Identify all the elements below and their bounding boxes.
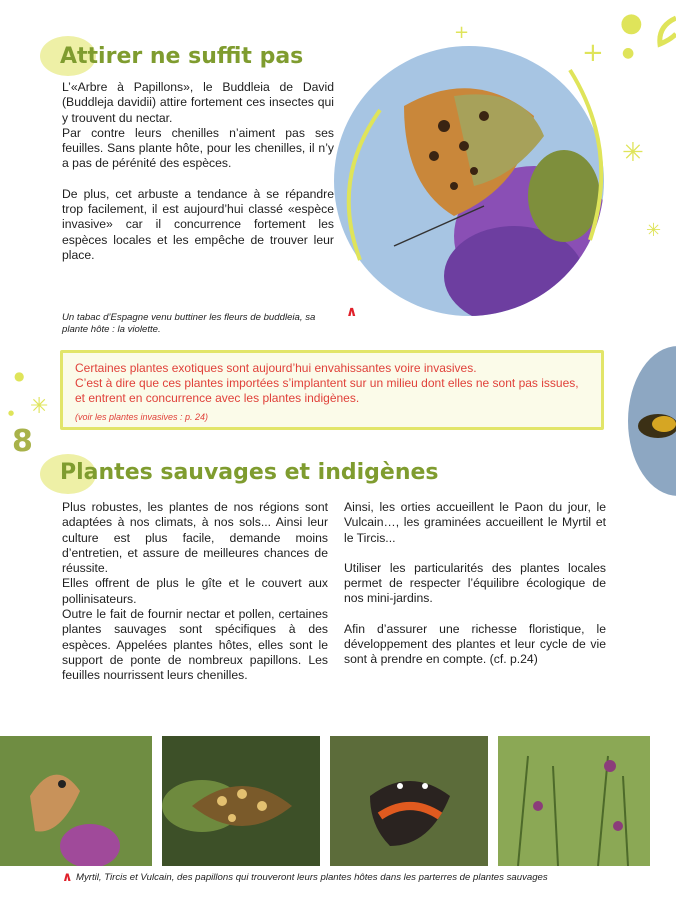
deco-star-icon: ✳ [646, 220, 662, 241]
paragraph: Outre le fait de fournir nectar et pollen, certaines plantes sauvages sont spécifiques à des espèces. Appelées plantes hôtes, elles sont le support de ponte de nombreux papillons. Les feuilles nourrissent leurs chenilles. [62, 607, 328, 683]
paragraph: Utiliser les particularités des plantes locales permet de respecter l’équilibre écologique de nos mini-jardins. [344, 560, 606, 606]
photo-tircis [162, 736, 320, 866]
deco-dot-icon: ● [622, 45, 635, 61]
note-line: C’est à dire que ces plantes importées s’implantent sur un milieu dont elles ne sont pas issues, et entrent en concurrence avec les plantes indigènes. [75, 376, 579, 405]
note-reference-link[interactable]: (voir les plantes invasives : p. 24) [75, 412, 209, 422]
photo-caption: Un tabac d’Espagne venu buttiner les fleurs de buddleia, sa plante hôte : la violette. [62, 312, 316, 335]
deco-star-icon: ✳ [30, 394, 49, 419]
paragraph: L’«Arbre à Papillons», le Buddleia de David (Buddleja davidii) attire fortement ces insectes qui y trouvent du nectar. [62, 80, 334, 125]
section2-col2 [344, 500, 606, 668]
section2-col1 [62, 500, 328, 684]
photo-wild-plants [498, 736, 650, 866]
deco-star-icon: ✳ [622, 138, 644, 168]
deco-dot-icon: ● [14, 369, 25, 383]
paragraph: Par contre leurs chenilles n’aiment pas ses feuilles. Sans plante hôte, pour les chenilles, il n’y a pas de pérénité des espèces. [62, 125, 334, 171]
paragraph: Afin d’assurer une richesse floristique, le développement des plantes et leur cycle de vie sont à prendre en compte. (cf. p.24) [344, 621, 606, 667]
deco-swirl-icon [640, 0, 676, 60]
deco-dot-icon: ● [620, 8, 643, 38]
deco-plus-icon: + [582, 38, 604, 68]
paragraph: Plus robustes, les plantes de nos régions sont adaptées à nos climats, à nos sols... Ainsi leur culture est plus facile, demande moins d’entretien, et assure de meilleures chances de réussite. [62, 500, 328, 576]
section-title-attirer: Attirer ne suffit pas [60, 44, 304, 69]
paragraph: Elles offrent de plus le gîte et le couvert aux pollinisateurs. [62, 576, 328, 606]
photo-vulcain [330, 736, 488, 866]
note-line: Certaines plantes exotiques sont aujourd’hui envahissantes voire invasives. [75, 361, 477, 375]
bottom-caption-marker-icon: ∧ [62, 870, 73, 885]
section-title-plantes: Plantes sauvages et indigènes [60, 460, 439, 485]
paragraph: Ainsi, les orties accueillent le Paon du jour, le Vulcain…, les graminées accueillent le Myrtil et le Tircis... [344, 500, 606, 545]
section1-text [62, 80, 334, 263]
invasive-note-box [60, 350, 604, 430]
deco-plus-icon: + [454, 22, 470, 43]
photo-myrtil [0, 736, 152, 866]
bee-photo-partial [628, 346, 676, 496]
bottom-photo-caption: Myrtil, Tircis et Vulcain, des papillons qui trouveront leurs plantes hôtes dans les parterres de plantes sauvages [76, 872, 548, 883]
paragraph: De plus, cet arbuste a tendance à se répandre trop facilement, il est aujourd’hui classé «espèce invasive» car il concurrence fortement les espèces locales et les empêche de trouver leur place. [62, 186, 334, 262]
deco-dot-icon: ● [8, 409, 15, 417]
caption-marker-icon: ∧ [346, 304, 358, 320]
page-number: 8 [12, 424, 33, 459]
deco-arc-icon [320, 30, 620, 330]
